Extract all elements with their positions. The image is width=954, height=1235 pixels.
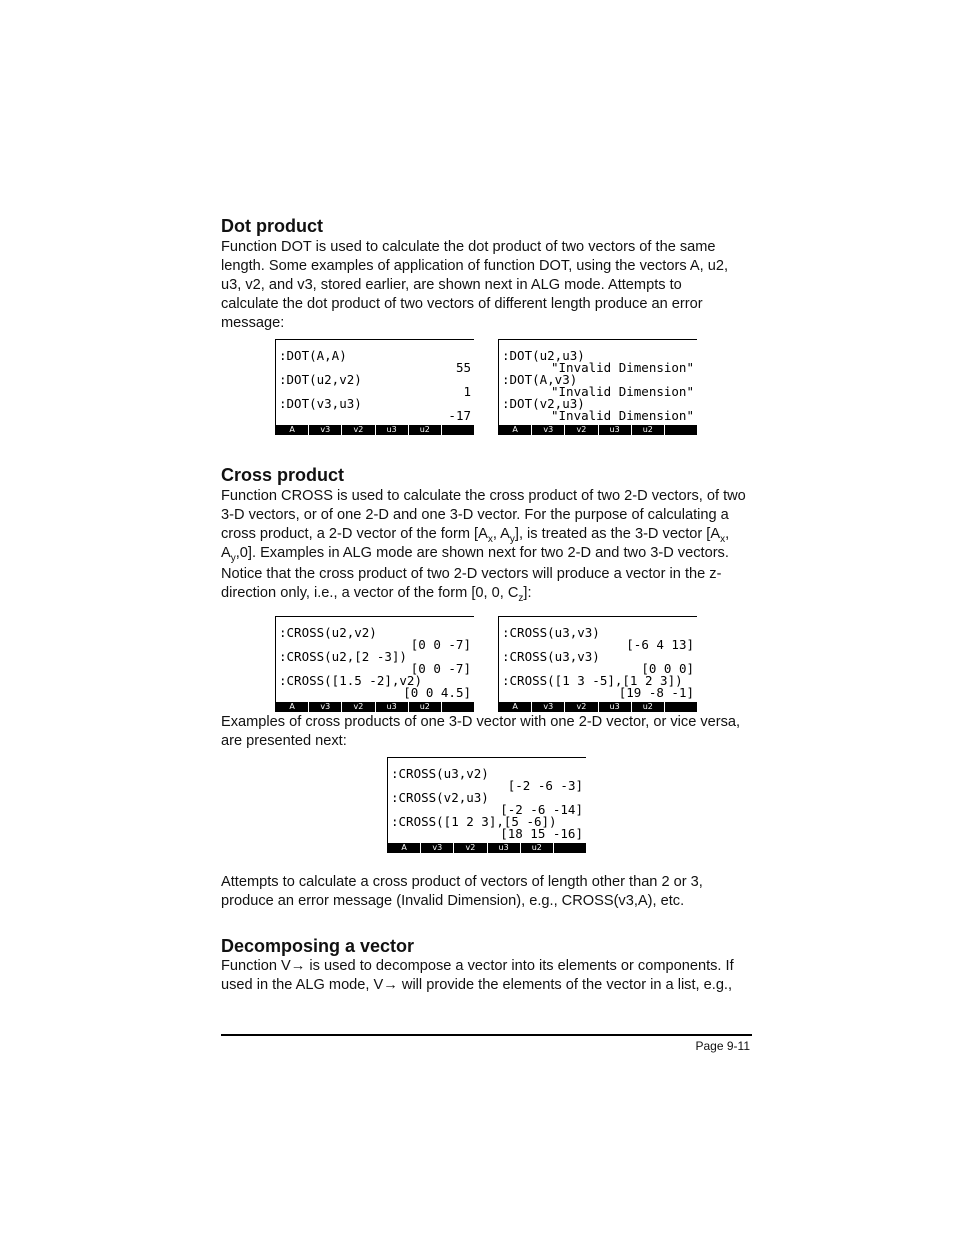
screen-line: [19 -8 -1] [618, 685, 694, 700]
menu-key-blank[interactable] [554, 843, 586, 853]
text-line: 3-D vectors, or of one 2-D and one 3-D vector. For the purpose of calculating a [221, 507, 729, 523]
subscript: x [720, 533, 726, 545]
menu-key-v2[interactable]: v2 [342, 702, 375, 712]
screen-line: [0 0 -7] [410, 637, 471, 652]
soft-menu-bar [499, 702, 697, 712]
text-span: A [221, 545, 231, 561]
menu-key-u3[interactable]: u3 [488, 843, 521, 853]
subscript: y [509, 533, 515, 545]
text-line [221, 544, 751, 563]
text-span: direction only, i.e., a vector of the form [0, 0, C [221, 585, 519, 601]
menu-key-v3[interactable]: v3 [532, 425, 565, 435]
text-line: calculate the dot product of two vectors of different length produce an error [221, 296, 703, 312]
text-span: , [725, 526, 730, 542]
menu-key-a[interactable]: A [388, 843, 421, 853]
subscript: y [230, 552, 236, 564]
section-heading-dot-product: Dot product [221, 216, 323, 236]
menu-key-u3[interactable]: u3 [599, 702, 632, 712]
menu-key-v3[interactable]: v3 [532, 702, 565, 712]
menu-key-blank[interactable] [665, 425, 697, 435]
screen-line: :DOT(u2,u3) [502, 348, 585, 363]
screen-line: "Invalid Dimension" [551, 360, 694, 375]
screen-line: :CROSS([1 2 3],[5 -6]) [391, 814, 557, 829]
menu-key-v2[interactable]: v2 [565, 425, 598, 435]
screen-line: :CROSS(u2,v2) [279, 625, 377, 640]
text-line: Notice that the cross product of two 2-D vectors will produce a vector in the z- [221, 566, 722, 582]
text-span: ,0]. Examples in ALG mode are shown next for two 2-D and two 3-D vectors. [235, 545, 729, 561]
menu-key-a[interactable]: A [276, 702, 309, 712]
menu-key-u2[interactable]: u2 [409, 702, 442, 712]
cross-product-paragraph [221, 487, 751, 603]
text-line: Function DOT is used to calculate the dot product of two vectors of the same [221, 239, 716, 255]
menu-key-u3[interactable]: u3 [599, 425, 632, 435]
menu-key-u2[interactable]: u2 [409, 425, 442, 435]
calculator-screen-dot-valid [275, 339, 474, 435]
text-line: message: [221, 315, 285, 331]
text-line: u3, v2, and v3, stored earlier, are shown next in ALG mode. Attempts to [221, 277, 682, 293]
menu-key-blank[interactable] [665, 702, 697, 712]
screen-line: :DOT(v3,u3) [279, 396, 362, 411]
text-line: Function CROSS is used to calculate the cross product of two 2-D vectors, of two [221, 488, 746, 504]
screen-line: 1 [463, 384, 471, 399]
screen-line: :CROSS(u3,v3) [502, 649, 600, 664]
text-line: Function V→ is used to decompose a vector into its elements or components. If [221, 958, 734, 974]
calculator-screen-cross-mixed [387, 757, 586, 853]
soft-menu-bar [276, 425, 474, 435]
screen-line: :DOT(u2,v2) [279, 372, 362, 387]
soft-menu-bar [388, 843, 586, 853]
text-span: , A [492, 526, 510, 542]
text-line: length. Some examples of application of function DOT, using the vectors A, u2, [221, 258, 729, 274]
menu-key-v2[interactable]: v2 [454, 843, 487, 853]
screen-line: [-2 -6 -14] [500, 802, 583, 817]
subscript: z [518, 592, 524, 604]
screen-line: [-2 -6 -3] [507, 778, 583, 793]
soft-menu-bar [499, 425, 697, 435]
menu-key-blank[interactable] [442, 425, 474, 435]
menu-key-a[interactable]: A [499, 702, 532, 712]
menu-key-v2[interactable]: v2 [342, 425, 375, 435]
calculator-screen-cross-2d [275, 616, 474, 712]
menu-key-a[interactable]: A [276, 425, 309, 435]
text-line: used in the ALG mode, V→ will provide the elements of the vector in a list, e.g., [221, 977, 733, 993]
screen-line: :CROSS([1 3 -5],[1 2 3]) [502, 673, 683, 688]
menu-key-v3[interactable]: v3 [309, 702, 342, 712]
text-span: ], is treated as the 3-D vector [A [514, 526, 721, 542]
screen-line: :CROSS(u3,v3) [502, 625, 600, 640]
screen-line: "Invalid Dimension" [551, 384, 694, 399]
section-heading-decomposing: Decomposing a vector [221, 936, 415, 956]
screen-line: :CROSS(v2,u3) [391, 790, 489, 805]
subscript: x [487, 533, 493, 545]
screen-line: :DOT(A,A) [279, 348, 347, 363]
text-line [221, 584, 751, 603]
screen-line: :DOT(A,v3) [502, 372, 578, 387]
text-span: ]: [523, 585, 532, 601]
screen-line: :CROSS([1.5 -2],v2) [279, 673, 422, 688]
menu-key-v3[interactable]: v3 [421, 843, 454, 853]
screen-line: [0 0 -7] [410, 661, 471, 676]
text-span: cross product, a 2-D vector of the form [A [221, 526, 488, 542]
screen-line: -17 [448, 408, 471, 423]
screen-line: "Invalid Dimension" [551, 408, 694, 423]
screen-line: 55 [455, 360, 471, 375]
text-line: Examples of cross products of one 3-D vector with one 2-D vector, or vice versa, [221, 714, 741, 730]
menu-key-u2[interactable]: u2 [632, 425, 665, 435]
cross-error-paragraph [221, 873, 751, 911]
text-line: Attempts to calculate a cross product of vectors of length other than 2 or 3, [221, 874, 703, 890]
text-line: produce an error message (Invalid Dimension), e.g., CROSS(v3,A), etc. [221, 893, 685, 909]
page-number: Page 9-11 [695, 1039, 750, 1053]
menu-key-u2[interactable]: u2 [632, 702, 665, 712]
text-line: are presented next: [221, 733, 347, 749]
screen-line: :CROSS(u2,[2 -3]) [279, 649, 407, 664]
screen-line: [0 0 4.5] [403, 685, 471, 700]
calculator-screen-cross-3d [498, 616, 697, 712]
menu-key-u2[interactable]: u2 [521, 843, 554, 853]
menu-key-u3[interactable]: u3 [376, 425, 409, 435]
screen-line: [0 0 0] [641, 661, 694, 676]
dot-product-paragraph [221, 238, 751, 333]
menu-key-blank[interactable] [442, 702, 474, 712]
section-heading-cross-product: Cross product [221, 465, 345, 485]
screen-line: :DOT(v2,u3) [502, 396, 585, 411]
screen-line: [18 15 -16] [500, 826, 583, 841]
footer-rule [221, 1034, 752, 1036]
menu-key-u3[interactable]: u3 [376, 702, 409, 712]
cross-mixed-intro [221, 713, 751, 751]
menu-key-v2[interactable]: v2 [565, 702, 598, 712]
text-line [221, 525, 751, 544]
soft-menu-bar [276, 702, 474, 712]
screen-line: :CROSS(u3,v2) [391, 766, 489, 781]
menu-key-a[interactable]: A [499, 425, 532, 435]
calculator-screen-dot-errors [498, 339, 697, 435]
decompose-paragraph [221, 957, 751, 995]
menu-key-v3[interactable]: v3 [309, 425, 342, 435]
screen-line: [-6 4 13] [626, 637, 694, 652]
